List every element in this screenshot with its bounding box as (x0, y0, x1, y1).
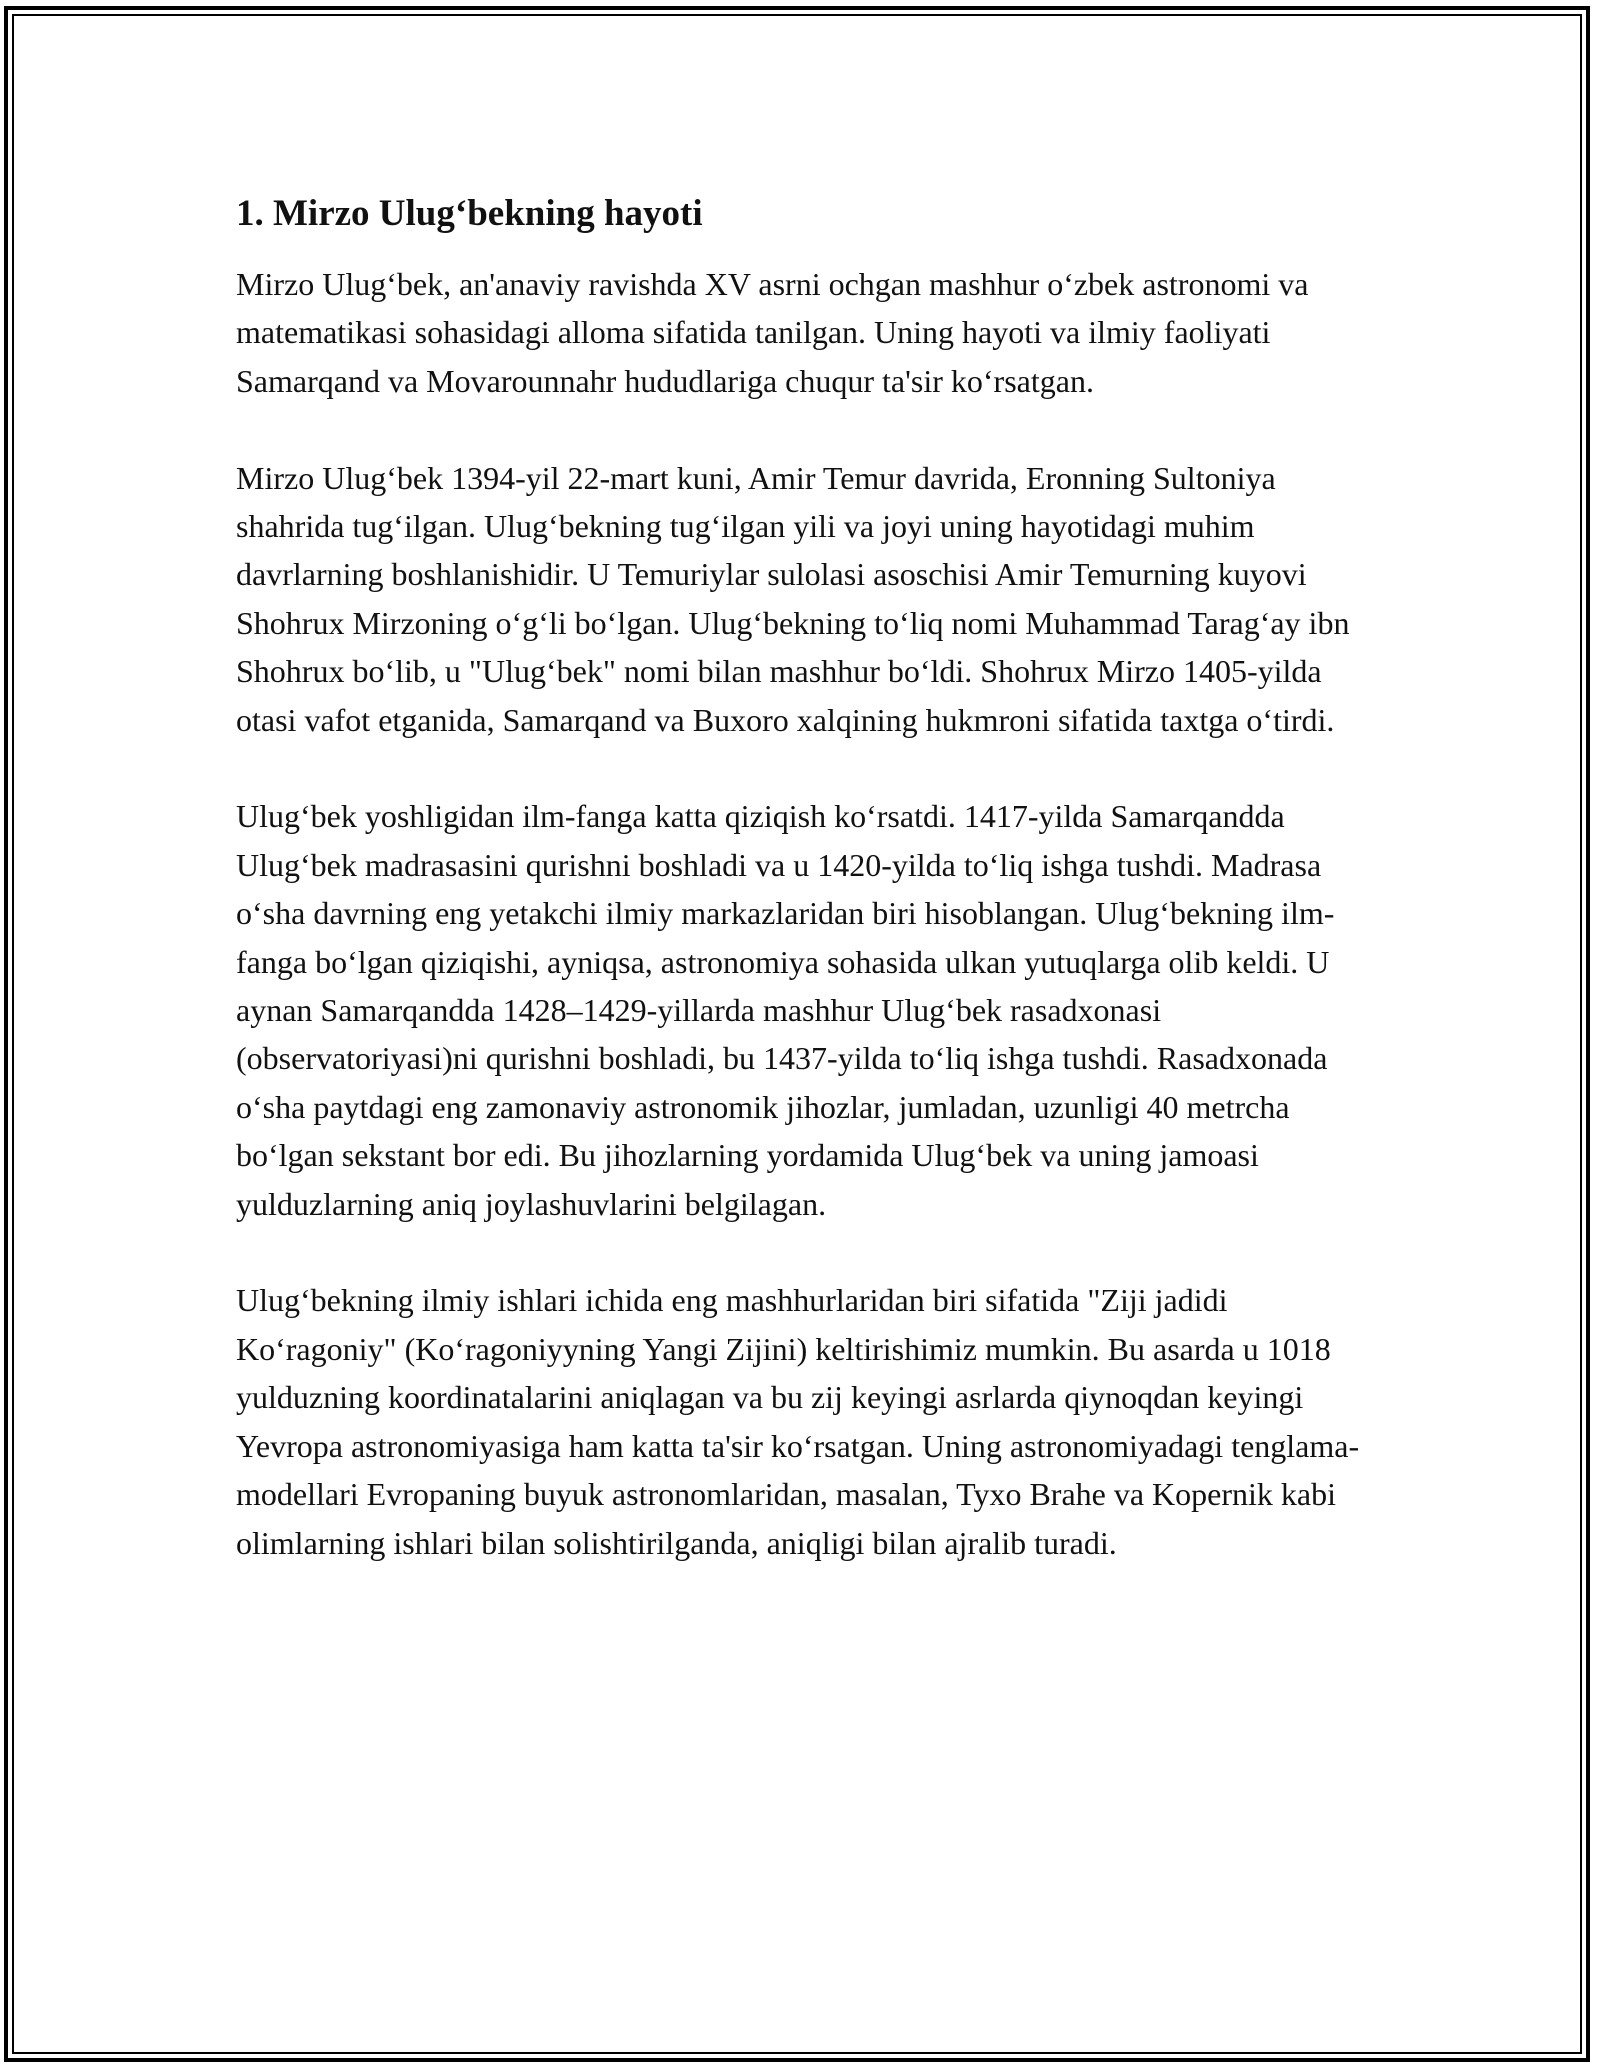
document-page (236, 188, 1366, 1615)
section-title: 1. Mirzo Ulug‘bekning hayoti (236, 193, 703, 234)
paragraph-4: Ulug‘bekning ilmiy ishlari ichida eng mashhurlaridan biri sifatida "Ziji jadidi Ko‘ragoniy" (Ko‘ragoniyyning Yangi Zijini) keltirishimiz mumkin. Bu asarda u 1018 yulduzning koordinatalarini aniqlagan va bu zij keyingi asrlarda qiynoqdan keyingi Yevropa astronomiyasiga ham katta ta'sir ko‘rsatgan. Uning astronomiyadagi tenglama-modellari Evropaning buyuk astronomlaridan, masalan, Tyxo Brahe va Kopernik kabi olimlarning ishlari bilan solishtirilganda, aniqligi bilan ajralib turadi. (236, 1282, 1360, 1561)
paragraph-3: Ulug‘bek yoshligidan ilm-fanga katta qiziqish ko‘rsatdi. 1417-yilda Samarqandda Ulug‘bek madrasasini qurishni boshladi va u 1420-yilda to‘liq ishga tushdi. Madrasa o‘sha davrning eng yetakchi ilmiy markazlaridan biri hisoblangan. Ulug‘bekning ilm-fanga bo‘lgan qiziqishi, ayniqsa, astronomiya sohasida ulkan yutuqlarga olib keldi. U aynan Samarqandda 1428–1429-yillarda mashhur Ulug‘bek rasadxonasi (observatoriyasi)ni qurishni boshladi, bu 1437-yilda to‘liq ishga tushdi. Rasadxonada o‘sha paytdagi eng zamonaviy astronomik jihozlar, jumladan, uzunligi 40 metrcha bo‘lgan sekstant bor edi. Bu jihozlarning yordamida Ulug‘bek va uning jamoasi yulduzlarning aniq joylashuvlarini belgilagan. (236, 798, 1335, 1222)
paragraph-2: Mirzo Ulug‘bek 1394-yil 22-mart kuni, Amir Temur davrida, Eronning Sultoniya shahrida tug‘ilgan. Ulug‘bekning tug‘ilgan yili va joyi uning hayotidagi muhim davrlarning boshlanishidir. U Temuriylar sulolasi asoschisi Amir Temurning kuyovi Shohrux Mirzoning o‘g‘li bo‘lgan. Ulug‘bekning to‘liq nomi Muhammad Tarag‘ay ibn Shohrux bo‘lib, u "Ulug‘bek" nomi bilan mashhur bo‘ldi. Shohrux Mirzo 1405-yilda otasi vafot etganida, Samarqand va Buxoro xalqining hukmroni sifatida taxtga o‘tirdi. (236, 459, 1350, 738)
paragraph-1: Mirzo Ulug‘bek, an'anaviy ravishda XV asrni ochgan mashhur o‘zbek astronomi va matematikasi sohasidagi alloma sifatida tanilgan. Uning hayoti va ilmiy faoliyati Samarqand va Movarounnahr hududlariga chuqur ta'sir ko‘rsatgan. (236, 266, 1309, 399)
